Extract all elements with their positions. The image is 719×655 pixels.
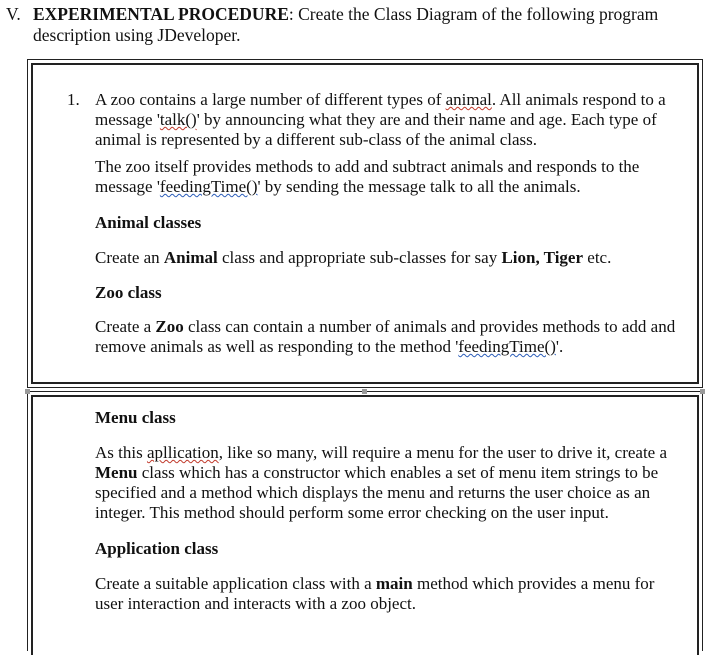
section-title: EXPERIMENTAL PROCEDURE	[33, 4, 289, 24]
resize-handle-left[interactable]	[25, 389, 30, 394]
paragraph-zoo-description: A zoo contains a large number of different types of animal. All animals respond to a message 'talk()' by announcing what they are and their name and age. Each type of animal is represented by a different sub-class of the animal class.	[95, 90, 666, 149]
heading-line-2: description using JDeveloper.	[33, 25, 241, 45]
animal-classes-text: Create an Animal class and appropriate sub-classes for say Lion, Tiger etc.	[95, 248, 612, 267]
section-number: V.	[6, 4, 21, 24]
resize-handle-middle[interactable]	[362, 389, 367, 394]
menu-class-title: Menu class	[95, 408, 176, 427]
zoo-class-text: Create a Zoo class can contain a number of animals and provides methods to add and remove animals as well as responding to the method 'feedingTime()'.	[95, 317, 676, 356]
application-class-text: Create a suitable application class with a main method which provides a menu for user interaction and interacts with a zoo object.	[95, 574, 655, 613]
paragraph-zoo-methods: The zoo itself provides methods to add and subtract animals and responds to the message 'feedingTime()' by sending the message talk to all the animals.	[95, 157, 640, 196]
heading-text: : Create the Class Diagram of the following program	[288, 4, 659, 24]
list-item-number: 1.	[67, 90, 80, 109]
heading-line-1	[6, 4, 711, 25]
menu-class-text: As this apllication, like so many, will require a menu for the user to drive it, create a Menu class which has a constructor which enables a set of menu item strings to be specified and a method which displays the menu and returns the user choice as an integer. This method should perform some error checking on the user input.	[95, 443, 668, 522]
resize-handle-right[interactable]	[700, 389, 705, 394]
animal-classes-title: Animal classes	[95, 213, 202, 232]
section-heading	[6, 4, 711, 46]
zoo-class-title: Zoo class	[95, 283, 162, 302]
application-class-title: Application class	[95, 539, 219, 558]
text-box-inner-border	[31, 395, 699, 655]
